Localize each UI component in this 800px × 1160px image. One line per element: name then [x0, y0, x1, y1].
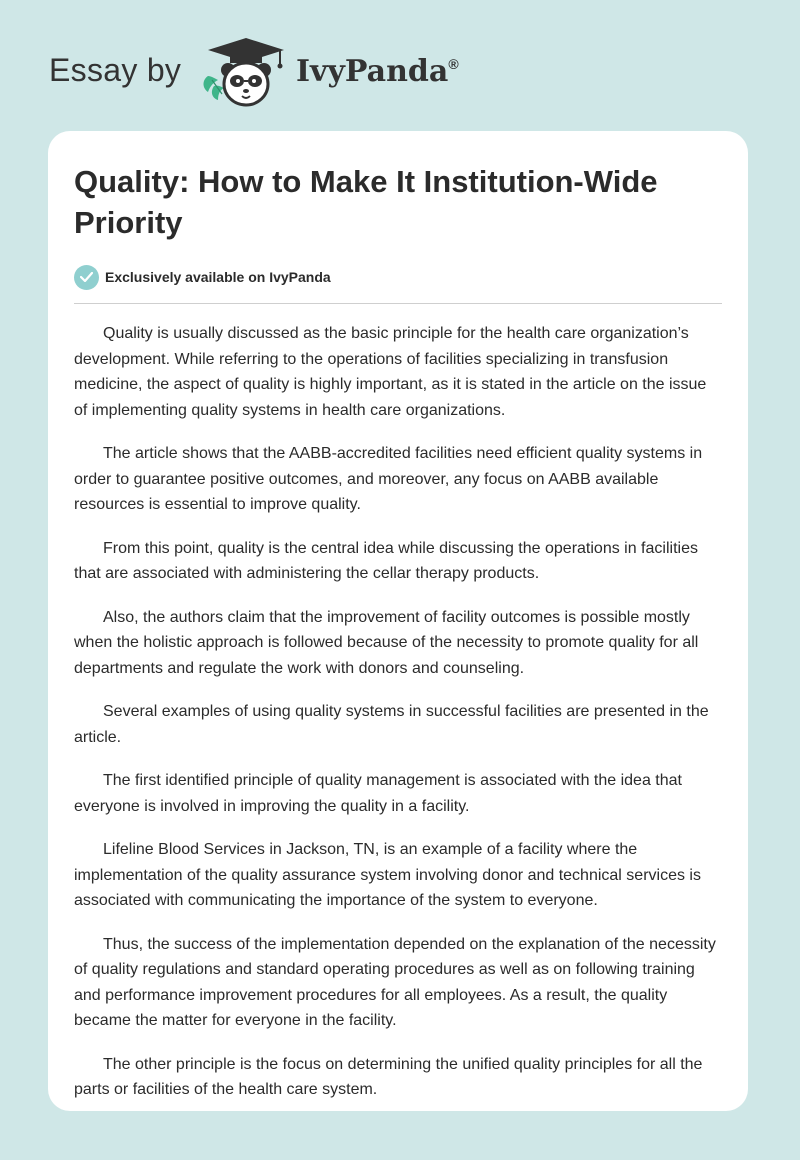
badge-text: Exclusively available on IvyPanda [105, 269, 331, 285]
page-title: Quality: How to Make It Institution-Wide Priority [74, 164, 658, 240]
check-circle-icon [74, 265, 99, 290]
paragraph: Quality is usually discussed as the basic principle for the health care organization’s development. While referring to the operations of facilities specializing in transfusion medicine, the aspect of quality is highly important, as it is stated in the article on the issue of implementing quality systems in health care organizations. [74, 325, 707, 419]
ivy-leaf-icon [204, 76, 225, 100]
site-header [0, 0, 800, 120]
paragraph: The other principle is the focus on determining the unified quality principles for all the parts or facilities of the health care system. [74, 1055, 703, 1098]
brand-name[interactable]: IvyPanda® [296, 54, 459, 89]
brand-prefix: Essay by [49, 52, 182, 88]
essay-body [74, 321, 724, 1121]
registered-mark: ® [448, 56, 459, 72]
paragraph: The first identified principle of quality management is associated with the idea that everyone is involved in improving the quality in a facility. [74, 772, 682, 815]
panda-graduate-icon[interactable] [200, 36, 292, 110]
paragraph: Also, the authors claim that the improvement of facility outcomes is possible mostly when the holistic approach is followed because of the necessity to promote quality for all departments and regulate the work with donors and counseling. [74, 608, 699, 677]
paragraph: The article shows that the AABB-accredited facilities need efficient quality systems in order to guarantee positive outcomes, and moreover, any focus on AABB available resources is essential to improve quality. [74, 445, 703, 513]
paragraph: Lifeline Blood Services in Jackson, TN, is an example of a facility where the implementation of the quality assurance system involving donor and technical services is associated with communicating the importance of the system to everyone. [74, 841, 701, 909]
exclusive-badge [74, 264, 331, 290]
paragraph: From this point, quality is the central idea while discussing the operations in facilities that are associated with administering the cellar therapy products. [74, 539, 698, 582]
divider [74, 303, 722, 304]
essay-card [48, 131, 748, 1111]
paragraph: Several examples of using quality systems in successful facilities are presented in the article. [74, 703, 709, 746]
paragraph: Thus, the success of the implementation depended on the explanation of the necessity of quality regulations and standard operating procedures as well as on following training and performance improvement procedures for all employees. As a result, the quality became the matter for everyone in the facility. [74, 935, 716, 1029]
